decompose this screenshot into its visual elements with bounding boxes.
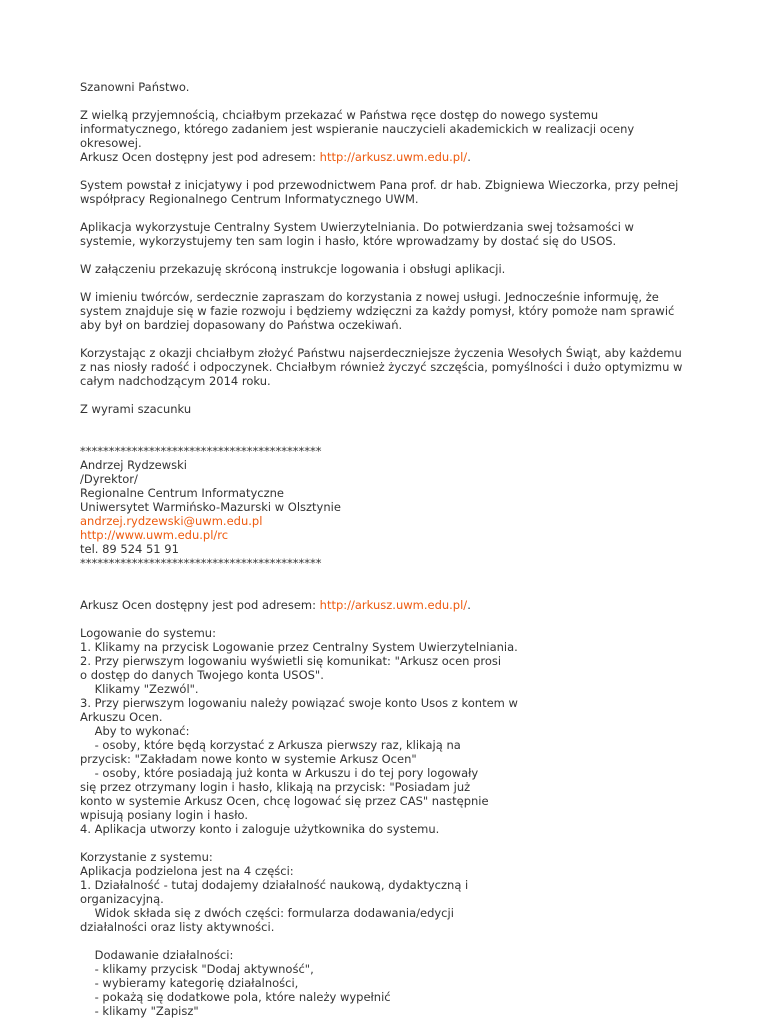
usage-section	[80, 850, 680, 934]
text-line: działalności oraz listy aktywności.	[80, 920, 275, 934]
closing: Z wyrami szacunku	[80, 402, 192, 416]
adding-title: Dodawanie działalności:	[80, 948, 234, 962]
text-line: Aplikacja podzielona jest na 4 części:	[80, 864, 294, 878]
text-line: z nas niosły radość i odpoczynek. Chciałbym również życzyć szczęścia, pomyślności i dużo optymizmu w	[80, 360, 683, 374]
text-line: wpisują posiany login i hasło.	[80, 808, 249, 822]
text-line: Klikamy "Zezwól".	[80, 682, 199, 696]
attachment-paragraph: W załączeniu przekazuję skróconą instrukcje logowania i obsługi aplikacji.	[80, 262, 506, 276]
text-line: 1. Klikamy na przycisk Logowanie przez Centralny System Uwierzytelniania.	[80, 640, 518, 654]
text-line: aby był on bardziej dopasowany do Państwa oczekiwań.	[80, 318, 403, 332]
text-line: przycisk: "Zakładam nowe konto w systemie Arkusz Ocen"	[80, 752, 417, 766]
signature-phone: tel. 89 524 51 91	[80, 542, 179, 556]
text-fragment: .	[467, 150, 471, 164]
text-line: całym nadchodzącym 2014 roku.	[80, 374, 271, 388]
greeting: Szanowni Państwo.	[80, 80, 190, 94]
adding-section	[80, 948, 680, 1018]
signature-unit: Regionalne Centrum Informatyczne	[80, 486, 284, 500]
text-line: Aby to wykonać:	[80, 724, 190, 738]
text-line: Z wielką przyjemnością, chciałbym przekazać w Państwa ręce dostęp do nowego systemu	[80, 108, 599, 122]
text-line: - osoby, które posiadają już konta w Arkuszu i do tej pory logowały	[80, 766, 479, 780]
text-line: 1. Działalność - tutaj dodajemy działalność naukową, dydaktyczną i	[80, 878, 469, 892]
text-line: - wybieramy kategorię działalności,	[80, 976, 299, 990]
text-line: Arkuszu Ocen.	[80, 710, 163, 724]
text-line: konto w systemie Arkusz Ocen, chcę logować się przez CAS" następnie	[80, 794, 489, 808]
signature-university: Uniwersytet Warmińsko-Mazurski w Olsztynie	[80, 500, 341, 514]
text-line: - osoby, które będą korzystać z Arkusza pierwszy raz, klikają na	[80, 738, 461, 752]
text-line: 4. Aplikacja utworzy konto i zaloguje użytkownika do systemu.	[80, 822, 440, 836]
signature-divider-bottom: ******************************************	[80, 556, 322, 570]
wishes-paragraph	[80, 346, 683, 388]
text-fragment: Arkusz Ocen dostępny jest pod adresem:	[80, 598, 320, 612]
text-line: - klikamy przycisk "Dodaj aktywność",	[80, 962, 314, 976]
signature-role: /Dyrektor/	[80, 472, 138, 486]
arkusz-link-2[interactable]: http://arkusz.uwm.edu.pl/	[319, 598, 468, 612]
signature-name: Andrzej Rydzewski	[80, 458, 187, 472]
text-line: systemie, wykorzystujemy ten sam login i hasło, które wprowadzamy by dostać się do USOS.	[80, 234, 617, 248]
usage-title: Korzystanie z systemu:	[80, 850, 213, 864]
address-paragraph	[80, 598, 680, 612]
text-line: - pokażą się dodatkowe pola, które należy wypełnić	[80, 990, 391, 1004]
text-line: informatycznego, którego zadaniem jest wspieranie nauczycieli akademickich w realizacji oceny	[80, 122, 635, 136]
spacer	[80, 430, 680, 444]
spacer	[80, 584, 680, 598]
text-line	[80, 150, 680, 164]
text-fragment: .	[467, 598, 471, 612]
text-line: się przez otrzymany login i hasło, klikają na przycisk: "Posiadam już	[80, 780, 471, 794]
text-line: System powstał z inicjatywy i pod przewodnictwem Pana prof. dr hab. Zbigniewa Wieczorka, przy pełnej	[80, 178, 679, 192]
login-section	[80, 626, 680, 836]
text-line: - klikamy "Zapisz"	[80, 1004, 199, 1018]
text-line: Widok składa się z dwóch części: formularza dodawania/edycji	[80, 906, 454, 920]
login-title: Logowanie do systemu:	[80, 626, 216, 640]
text-line: okresowej.	[80, 136, 142, 150]
origin-paragraph	[80, 178, 680, 206]
text-fragment: Arkusz Ocen dostępny jest pod adresem:	[80, 150, 320, 164]
invitation-paragraph	[80, 290, 680, 332]
arkusz-link[interactable]: http://arkusz.uwm.edu.pl/	[319, 150, 468, 164]
text-line: organizacyjną.	[80, 892, 164, 906]
text-line: współpracy Regionalnego Centrum Informatycznego UWM.	[80, 192, 419, 206]
text-line: 2. Przy pierwszym logowaniu wyświetli się komunikat: "Arkusz ocen prosi	[80, 654, 502, 668]
signature-divider-top: ******************************************	[80, 444, 322, 458]
text-line: 3. Przy pierwszym logowaniu należy powiązać swoje konto Usos z kontem w	[80, 696, 518, 710]
text-line: o dostęp do danych Twojego konta USOS".	[80, 668, 324, 682]
auth-paragraph	[80, 220, 680, 248]
signature-email-link[interactable]: andrzej.rydzewski@uwm.edu.pl	[80, 514, 263, 528]
text-line: W imieniu twórców, serdecznie zapraszam do korzystania z nowej usługi. Jednocześnie informuję, że	[80, 290, 659, 304]
signature-block	[80, 444, 680, 570]
text-line: system znajduje się w fazie rozwoju i będziemy wdzięczni za każdy pomysł, który pomoże nam sprawić	[80, 304, 675, 318]
intro-paragraph	[80, 108, 680, 164]
signature-www-link[interactable]: http://www.uwm.edu.pl/rc	[80, 528, 229, 542]
text-line: Aplikacja wykorzystuje Centralny System Uwierzytelniania. Do potwierdzania swej tożsamości w	[80, 220, 634, 234]
text-line: Korzystając z okazji chciałbym złożyć Państwu najserdeczniejsze życzenia Wesołych Świąt, aby każdemu	[80, 346, 682, 360]
